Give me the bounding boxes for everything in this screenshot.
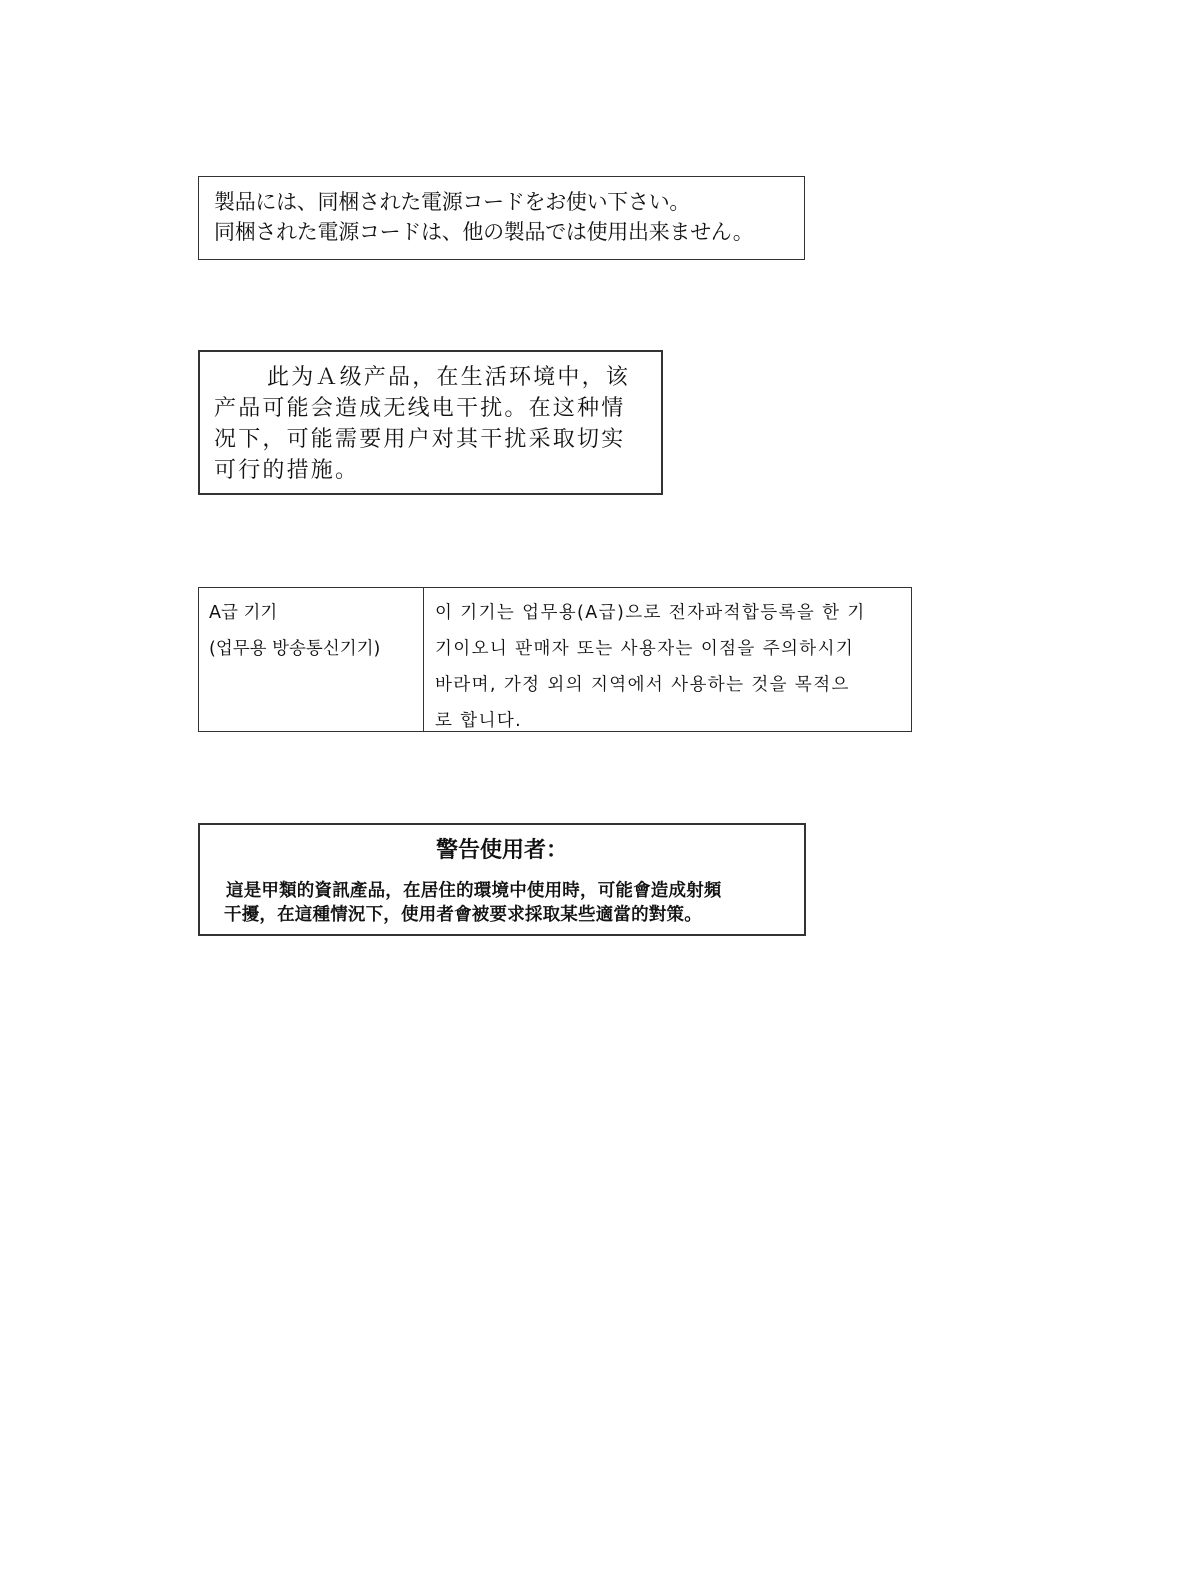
- japanese-notice-line: 同梱された電源コードは、他の製品では使用出来ません。: [214, 220, 754, 244]
- korean-text-line: 이 기기는 업무용(A급)으로 전자파적합등록을 한 기: [435, 603, 866, 623]
- korean-label-line: (업무용 방송통신기기): [209, 639, 381, 659]
- chinese-notice-line: 此为Ａ级产品，在生活环境中，该: [267, 365, 631, 390]
- taiwan-class-a-warning: [198, 823, 806, 936]
- chinese-notice-line: 可行的措施。: [214, 458, 360, 483]
- korean-text-line: 바라며, 가정 외의 지역에서 사용하는 것을 목적으: [435, 675, 850, 695]
- korean-class-a-notice-table: [198, 587, 912, 732]
- chinese-notice-line: 产品可能会造成无线电干扰。在这种情: [214, 396, 626, 421]
- warning-text-line: 干擾，在這種情況下，使用者會被要求採取某些適當的對策。: [224, 905, 702, 925]
- korean-notice-text-cell: [424, 588, 911, 731]
- chinese-notice-line: 况下，可能需要用户对其干扰采取切实: [214, 427, 626, 452]
- korean-text-line: 로 합니다.: [435, 711, 523, 731]
- warning-text-line: 這是甲類的資訊產品，在居住的環境中使用時，可能會造成射頻: [226, 881, 722, 901]
- korean-notice-label-cell: [199, 588, 424, 731]
- warning-title: 警告使用者：: [435, 837, 568, 863]
- japanese-notice-line: 製品には、同梱された電源コードをお使い下さい。: [214, 190, 691, 214]
- chinese-class-a-notice: [198, 350, 663, 495]
- korean-text-line: 기이오니 판매자 또는 사용자는 이점을 주의하시기: [435, 639, 855, 659]
- korean-label-line: A급 기기: [209, 603, 278, 623]
- japanese-power-cord-notice: [198, 176, 805, 260]
